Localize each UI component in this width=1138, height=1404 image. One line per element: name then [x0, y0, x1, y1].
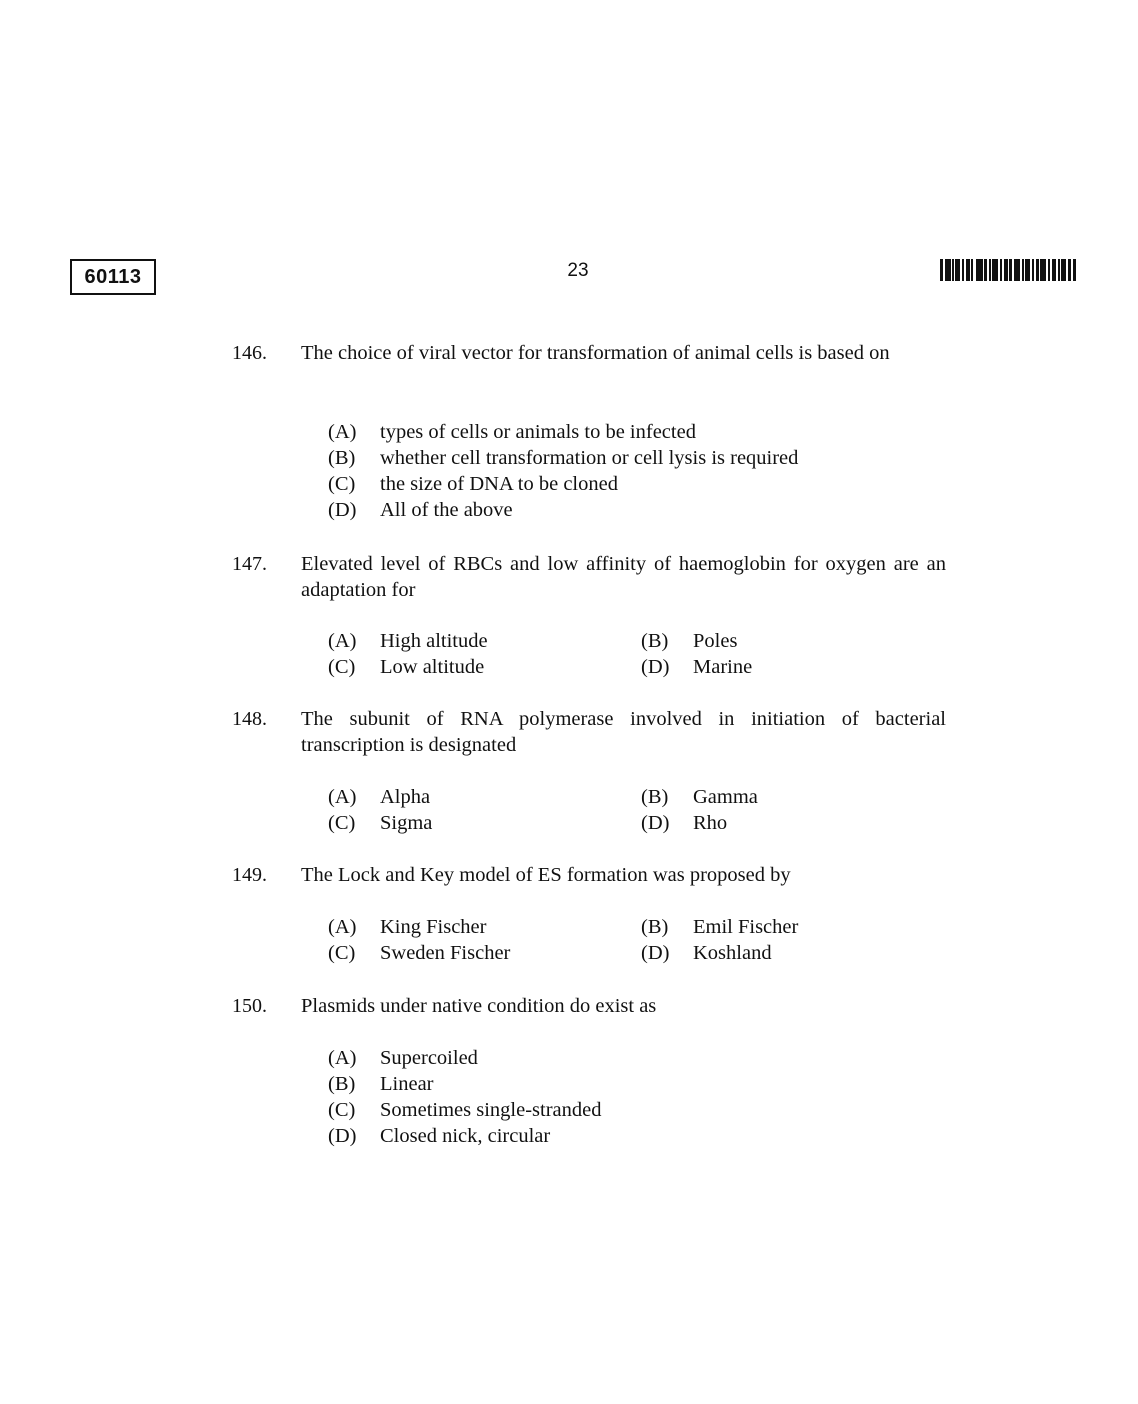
option-label: (D) [328, 499, 357, 521]
option-c [328, 810, 432, 836]
option-label: (C) [328, 656, 356, 678]
option-label: (B) [641, 786, 669, 808]
option-d [641, 810, 727, 836]
question-text: Plasmids under native condition do exist as [301, 995, 657, 1017]
option-a [328, 1045, 478, 1071]
option-text: Sweden Fischer [380, 942, 511, 964]
option-text: Koshland [693, 942, 772, 964]
option-label: (A) [328, 630, 357, 652]
option-label: (D) [641, 942, 670, 964]
question-text: Elevated level of RBCs and low affinity of haemoglobin for oxygen are an adaptation for [301, 553, 946, 601]
option-c [328, 940, 510, 966]
option-b [641, 914, 798, 940]
option-text: Gamma [693, 786, 758, 808]
option-b [328, 445, 798, 471]
option-text: Rho [693, 812, 728, 834]
option-text: All of the above [380, 499, 513, 521]
option-a [328, 784, 430, 810]
option-text: Supercoiled [380, 1047, 478, 1069]
option-label: (A) [328, 786, 357, 808]
option-text: Emil Fischer [693, 916, 799, 938]
option-label: (A) [328, 916, 357, 938]
question-text: The Lock and Key model of ES formation was proposed by [301, 864, 791, 886]
question-number: 148. [232, 708, 267, 730]
option-a [328, 628, 488, 654]
barcode-image [940, 259, 1076, 281]
option-b [328, 1071, 434, 1097]
paper-code-box [70, 259, 156, 295]
option-label: (B) [641, 630, 669, 652]
option-d [328, 1123, 550, 1149]
option-label: (C) [328, 1099, 356, 1121]
option-b [641, 784, 758, 810]
option-d [328, 497, 513, 523]
option-label: (C) [328, 942, 356, 964]
option-label: (D) [328, 1125, 357, 1147]
option-text: Poles [693, 630, 738, 652]
option-d [641, 654, 752, 680]
question-text: The subunit of RNA polymerase involved in initiation of bacterial transcription is designated [301, 708, 946, 756]
option-label: (A) [328, 421, 357, 443]
option-text: Linear [380, 1073, 434, 1095]
option-label: (B) [641, 916, 669, 938]
option-b [641, 628, 737, 654]
option-text: Sigma [380, 812, 433, 834]
option-text: Low altitude [380, 656, 485, 678]
option-text: Alpha [380, 786, 431, 808]
option-c [328, 654, 484, 680]
option-label: (B) [328, 447, 356, 469]
option-text: Closed nick, circular [380, 1125, 551, 1147]
option-text: types of cells or animals to be infected [380, 421, 696, 443]
question-number: 146. [232, 342, 267, 364]
option-d [641, 940, 772, 966]
question-number: 147. [232, 553, 267, 575]
option-text: the size of DNA to be cloned [380, 473, 618, 495]
option-label: (C) [328, 812, 356, 834]
option-c [328, 471, 618, 497]
option-text: King Fischer [380, 916, 487, 938]
option-text: whether cell transformation or cell lysis is required [380, 447, 799, 469]
option-label: (D) [641, 656, 670, 678]
option-text: Sometimes single-stranded [380, 1099, 602, 1121]
option-a [328, 419, 696, 445]
question-number: 150. [232, 995, 267, 1017]
page-number: 23 [567, 260, 589, 281]
question-text: The choice of viral vector for transformation of animal cells is based on [301, 342, 890, 364]
paper-code: 60113 [84, 266, 142, 288]
option-label: (B) [328, 1073, 356, 1095]
option-label: (C) [328, 473, 356, 495]
option-text: High altitude [380, 630, 488, 652]
option-label: (A) [328, 1047, 357, 1069]
option-c [328, 1097, 601, 1123]
option-text: Marine [693, 656, 753, 678]
option-a [328, 914, 486, 940]
question-number: 149. [232, 864, 267, 886]
option-label: (D) [641, 812, 670, 834]
